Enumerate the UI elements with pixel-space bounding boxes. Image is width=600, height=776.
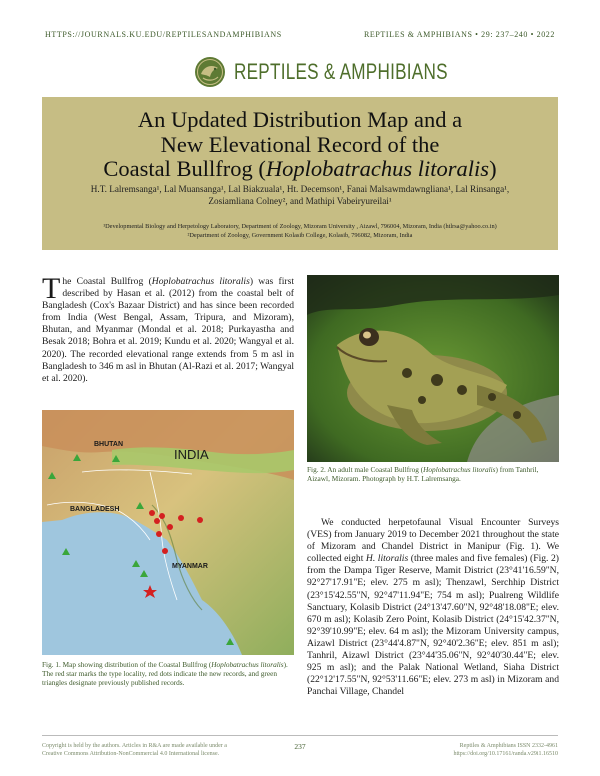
- title-line-3: Coastal Bullfrog (Hoplobatrachus litoralis): [103, 156, 497, 181]
- distribution-map: [42, 410, 294, 655]
- header-citation: REPTILES & AMPHIBIANS • 29: 237–240 • 2022: [363, 30, 555, 39]
- footer-license: [42, 742, 242, 758]
- body-paragraph: We conducted herpetofaunal Visual Encounter Surveys (VES) from January 2019 to December 2021 throughout the state of Mizoram and Chandel District in Manipur (Fig. 1). We collected eight H. litoralis (three males and five females) (Fig. 2) from the Dampa Tiger Reserve, Mamit District (23°41'16.59"N, 92°27'17.91"E; elev. 275 m asl); Thenzawl, Serchhip District (23°15'42.55"N, 92°47'11.94"E; 754 m asl); Pualreng Wildlife Sanctuary, Kolasib District (24°13'47.60"N, 92°48'18.08"E; elev. 670 m asl); Kolasib Zero Point, Kolasib District (24°15'42.37"N, 92°39'10.99"E; elev. 64 m asl); the Mizoram University campus, Aizawl District (23°44'4.87"N, 92°40'2.36"E; elev. 851 m asl); Tanhril, Aizawl District (23°44'35.06"N, 92°40'30.44"E; elev. 925 m asl); and the Palak National Wetland, Siaha District (22°12'17.55"N, 92°53'11.66"E; elev. 273 m asl) in Mizoram and Panchai Village, Chandel: [307, 517, 559, 698]
- frog-spot: [418, 396, 426, 404]
- figure-2-caption: Fig. 2. An adult male Coastal Bullfrog (Hoplobatrachus litoralis) from Tanhril, Aizawl, Mizoram. Photograph by H.T. Lalremsanga.: [307, 465, 539, 484]
- footer-license-line-1: Copyright is held by the authors. Articles in R&A are made available under a: [42, 743, 227, 749]
- footer-license-line-2[interactable]: Creative Commons Attribution-NonCommercial 4.0 International license.: [42, 751, 220, 757]
- journal-name: REPTILES & AMPHIBIANS: [234, 59, 448, 84]
- frog-eye-shine: [363, 332, 371, 339]
- header-url[interactable]: HTTPS://JOURNALS.KU.EDU/REPTILESANDAMPHIBIANS: [45, 30, 282, 39]
- figure-2-species: Hoplobatrachus litoralis: [423, 465, 496, 474]
- figure-1-caption: Fig. 1. Map showing distribution of the Coastal Bullfrog (Hoplobatrachus litoralis). The red star marks the type locality, red dots indicate the new records, and green triangles designate previously published records.: [42, 660, 288, 688]
- new-record-dot: [149, 510, 155, 516]
- new-record-dot: [178, 515, 184, 521]
- frog-spot: [488, 393, 496, 401]
- frog-photo: [307, 275, 559, 462]
- authors-line-2: Zosiamliana Colney², and Mathipi Vabeiryureilai¹: [208, 196, 392, 206]
- footer-journal-info: [358, 742, 558, 758]
- dropcap: T: [42, 272, 61, 305]
- article-title: [42, 108, 558, 182]
- title-species: Hoplobatrachus litoralis: [265, 156, 490, 181]
- new-record-dot: [197, 517, 203, 523]
- journal-logo-icon: [194, 56, 226, 88]
- affiliations: [52, 222, 548, 240]
- new-record-dot: [159, 513, 165, 519]
- title-box: [42, 97, 558, 250]
- figure-1-label: Fig. 1.: [42, 660, 61, 669]
- affiliation-2: ²Department of Zoology, Government Kolasib College, Kolasib, 796082, Mizoram, India: [187, 232, 413, 239]
- frog-spot: [513, 411, 521, 419]
- body-species: H. litoralis: [365, 553, 409, 565]
- author-list: [62, 183, 538, 207]
- new-record-dot: [156, 531, 162, 537]
- frog-spot: [457, 385, 467, 395]
- affiliation-1: ¹Developmental Biology and Herpetology Laboratory, Department of Zoology, Mizoram University , Aizawl, 796004, Mizoram, India (htlrsa@yahoo.co.in): [103, 223, 497, 230]
- title-line-2: New Elevational Record of the: [160, 131, 440, 157]
- frog-spot: [402, 368, 412, 378]
- new-record-dot: [167, 524, 173, 530]
- authors-line-1: H.T. Lalremsanga¹, Lal Muansanga¹, Lal Biakzuala¹, Ht. Decemson¹, Fanai Malsawmdawngliana¹, Lal Rinsanga¹,: [90, 184, 510, 194]
- intro-paragraph: The Coastal Bullfrog (Hoplobatrachus litoralis) was first described by Hasan et al. (2012) from the coastal belt of Bangladesh (Cox's Bazaar District) and has since been recorded from India (West Bengal, Assam, Tripura, and Mizoram), Bhutan, and Myanmar (Mondal et al. 2018; Purkayastha and Besak 2018; Bohra et al. 2019; Kundu et al. 2020; Wangyal et al. 2020). The recorded elevational range extends from 5 m asl in Bangladesh to 346 m asl in Bhutan (Al-Razi et al. 2017; Wangyal et al. 2020).: [42, 272, 294, 384]
- footer-doi-link[interactable]: https://doi.org/10.17161/randa.v29i1.16510: [453, 751, 558, 757]
- new-record-dot: [154, 518, 160, 524]
- journal-masthead: [0, 54, 600, 90]
- footer-divider: [42, 735, 558, 736]
- footer-issn: Reptiles & Amphibians ISSN 2332-4961: [459, 743, 558, 749]
- map-label-myanmar: MYANMAR: [172, 563, 208, 570]
- map-label-bhutan: BHUTAN: [94, 441, 124, 448]
- map-label-bangladesh: BANGLADESH: [70, 506, 120, 513]
- new-record-dot: [162, 548, 168, 554]
- intro-species: Hoplobatrachus litoralis: [151, 276, 250, 287]
- figure-2-label: Fig. 2.: [307, 465, 326, 474]
- map-label-india: INDIA: [174, 447, 209, 462]
- figure-1-species: Hoplobatrachus litoralis: [211, 660, 284, 669]
- frog-spot: [431, 374, 443, 386]
- title-line-1: An Updated Distribution Map and a: [137, 107, 463, 132]
- page-number: 237: [294, 742, 306, 751]
